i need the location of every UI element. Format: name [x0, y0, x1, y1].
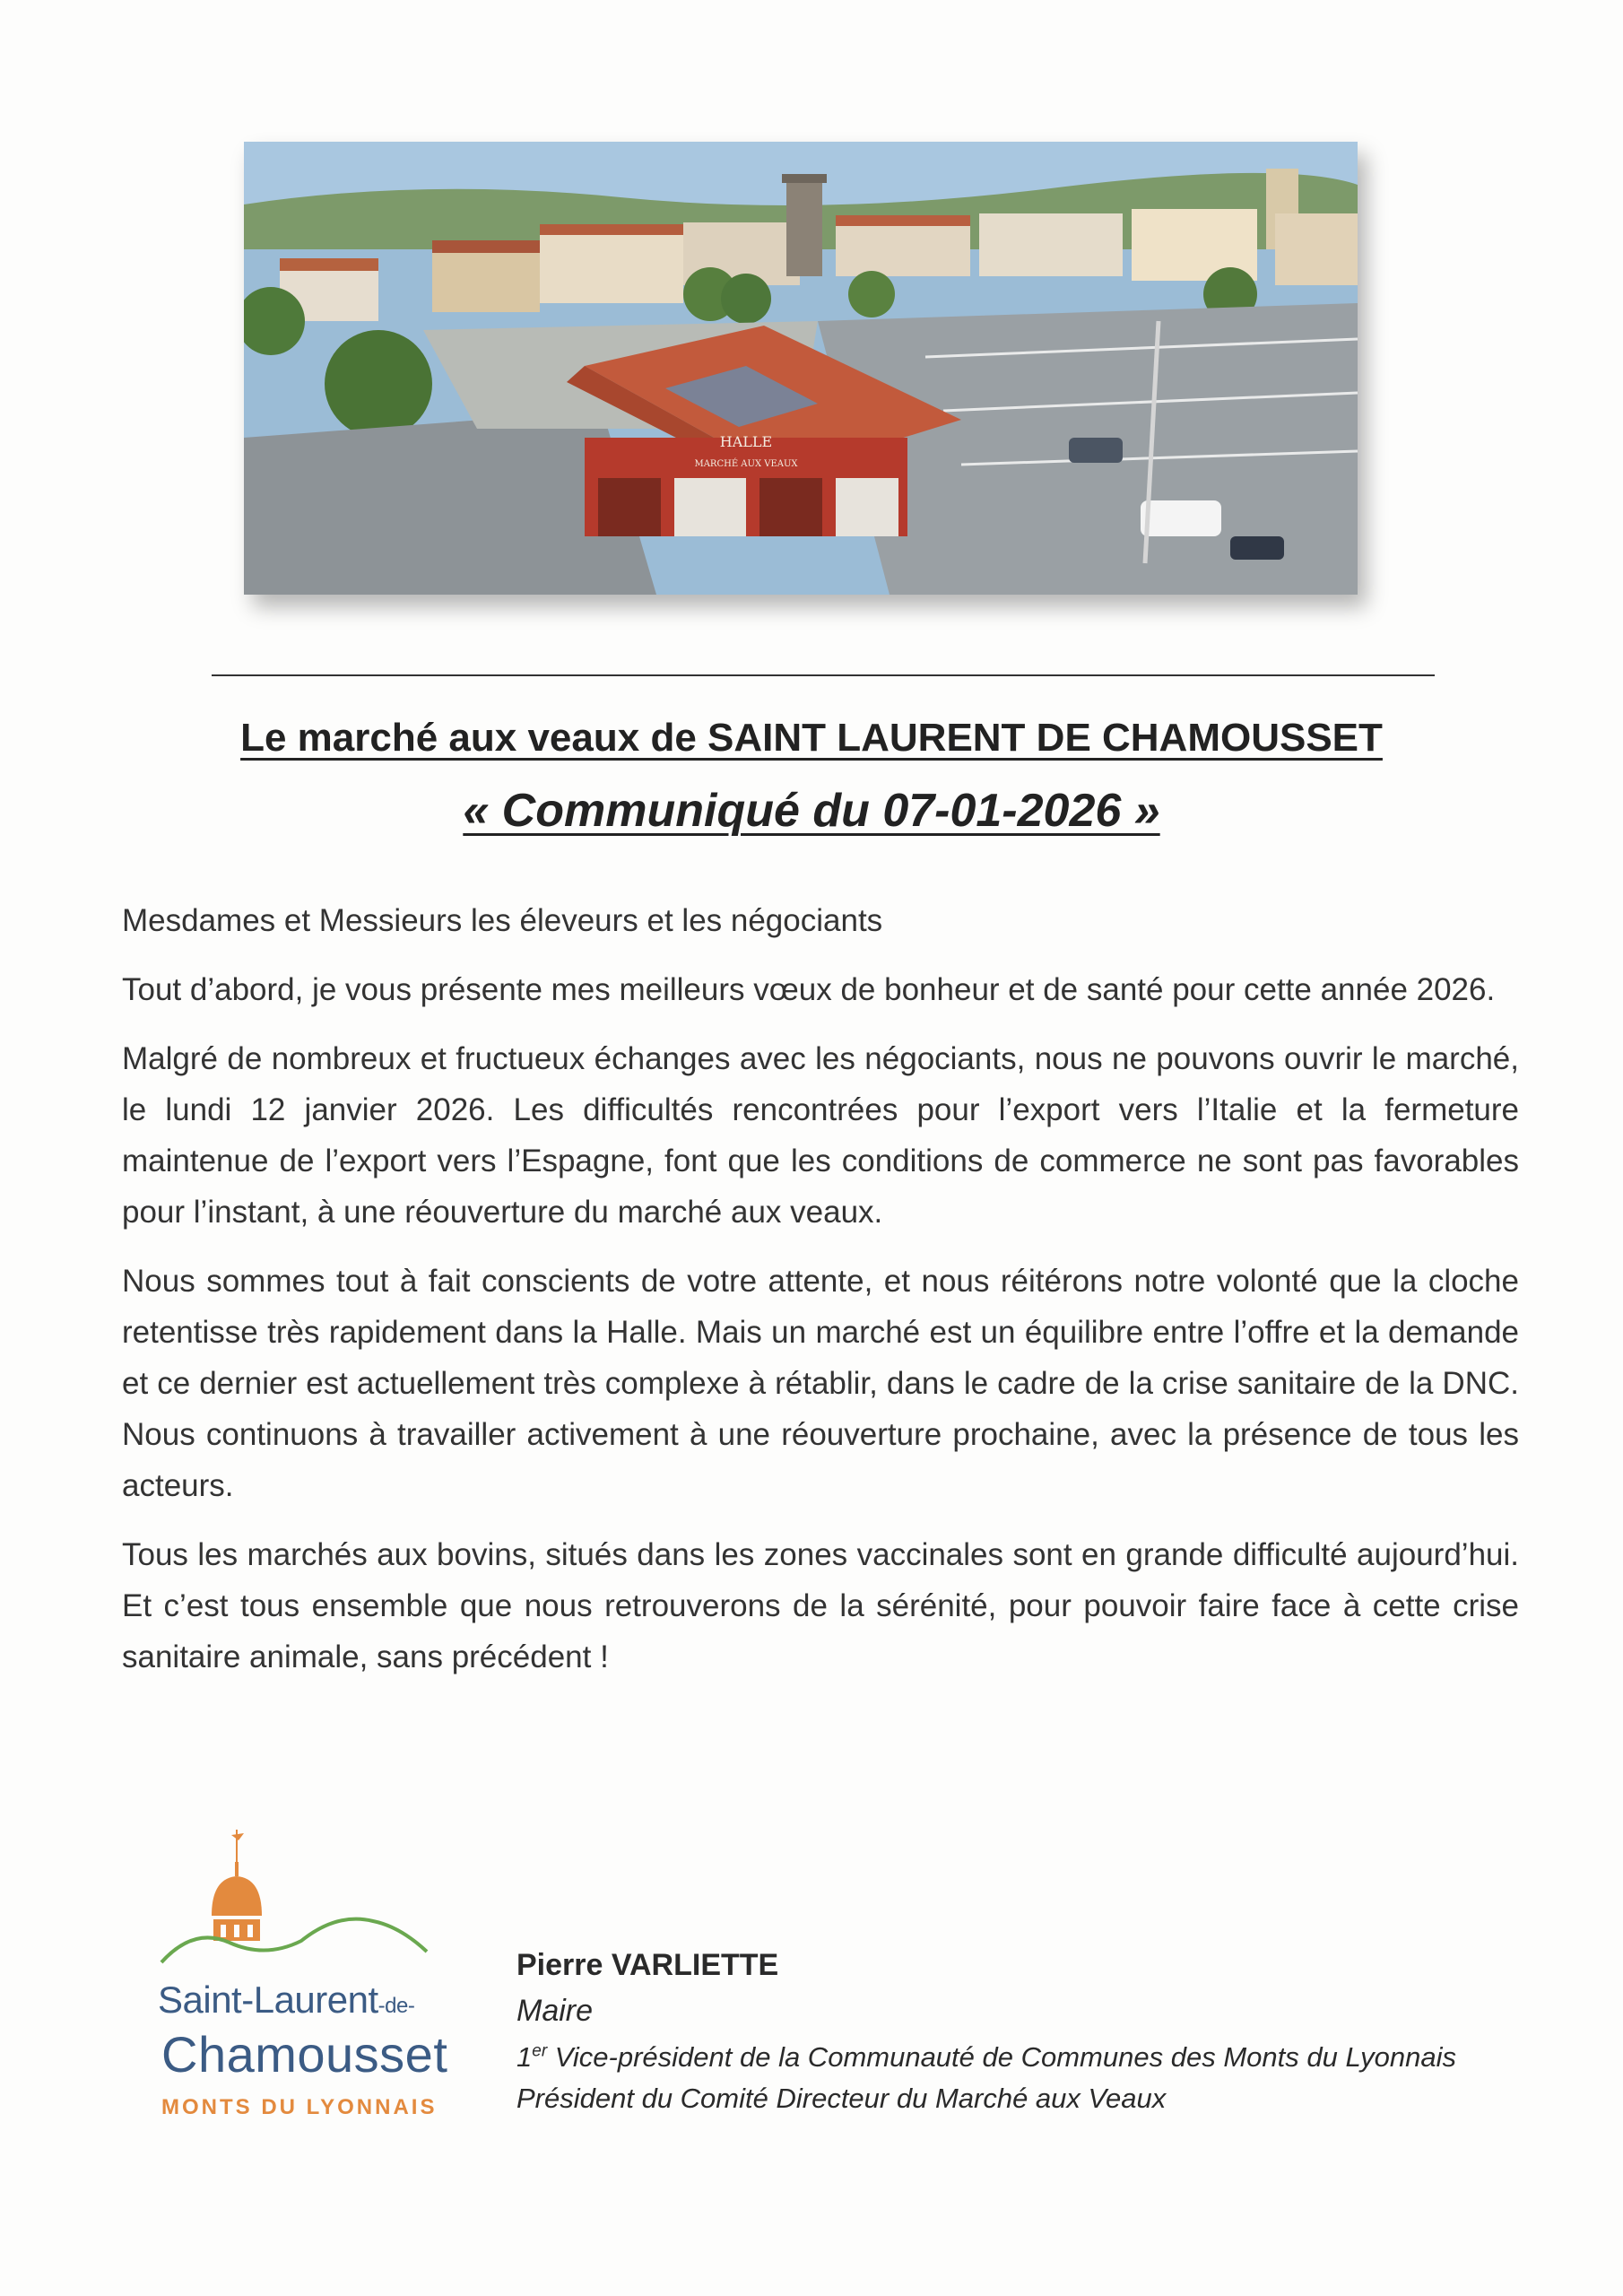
- communique-body: [122, 895, 1519, 1700]
- market-hall-photo: [244, 142, 1358, 595]
- document-title: [0, 716, 1623, 761]
- logo-subtitle: MONTS DU LYONNAIS: [161, 2095, 438, 2119]
- document-subtitle: [0, 784, 1623, 838]
- hall-sign-top: HALLE: [719, 433, 773, 450]
- signatory-title-1: 1er Vice-président de la Communauté de Communes des Monts du Lyonnais: [516, 2041, 1456, 2073]
- signatory-role: Maire: [516, 1994, 594, 2028]
- signature-block: [516, 1948, 1456, 2124]
- solidarity-paragraph: Tous les marchés aux bovins, situés dans les zones vaccinales sont en grande difficulté aujourd’hui. Et c’est tous ensemble que nous retrouverons de la sérénité, pour pouvoir faire face à cette crise sanitaire animale, sans précédent !: [122, 1537, 1519, 1674]
- commitment-paragraph: Nous sommes tout à fait conscients de votre attente, et nous réitérons notre volonté que la cloche retentisse très rapidement dans la Halle. Mais un marché est un équilibre entre l’offre et la demande et ce dernier est actuellement très complexe à rétablir, dans le cadre de la crise sanitaire de la DNC. Nous continuons à travailler activement à une réouverture prochaine, avec la présence de tous les acteurs.: [122, 1264, 1519, 1503]
- hall-sign-bottom: MARCHÉ AUX VEAUX: [694, 459, 798, 469]
- title-line-1: Le marché aux veaux de SAINT LAURENT DE CHAMOUSSET: [240, 716, 1383, 760]
- aerial-village-image: [244, 142, 1358, 595]
- signatory-title-2: Président du Comité Directeur du Marché aux Veaux: [516, 2083, 1167, 2114]
- municipality-logo: [158, 1826, 463, 2131]
- bell-tower-hills-icon: [158, 1826, 463, 1979]
- title-line-2: « Communiqué du 07-01-2026 »: [463, 785, 1160, 837]
- logo-name-line-1: Saint-Laurent-de-: [158, 1979, 415, 2021]
- title-divider: [212, 674, 1435, 676]
- closure-paragraph: Malgré de nombreux et fructueux échanges avec les négociants, nous ne pouvons ouvrir le marché, le lundi 12 janvier 2026. Les difficultés rencontrées pour l’export vers l’Italie et la fermeture maintenue de l’export vers l’Espagne, font que les conditions de commerce ne sont pas favorables pour l’instant, à une réouverture du marché aux veaux.: [122, 1041, 1519, 1230]
- greeting-paragraph: Mesdames et Messieurs les éleveurs et les négociants: [122, 903, 883, 938]
- wishes-paragraph: Tout d’abord, je vous présente mes meilleurs vœux de bonheur et de santé pour cette année 2026.: [122, 972, 1496, 1007]
- logo-name-line-2: Chamousset: [161, 2026, 448, 2083]
- signatory-name: Pierre VARLIETTE: [516, 1948, 779, 1982]
